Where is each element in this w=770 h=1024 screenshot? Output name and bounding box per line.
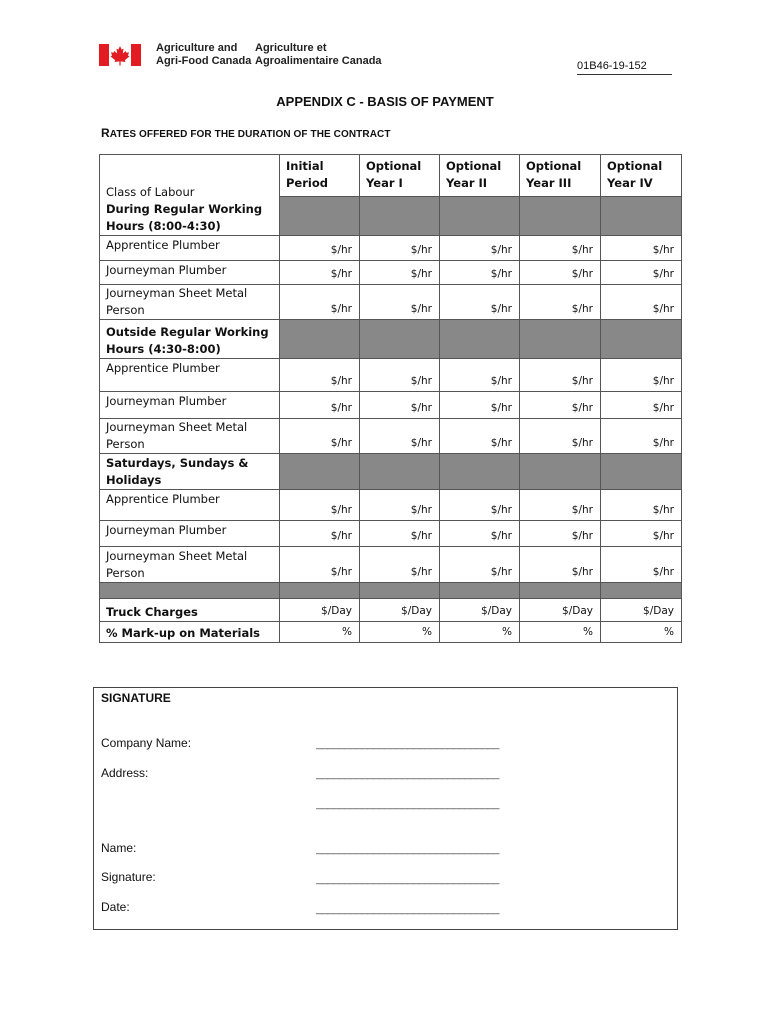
- rate-field[interactable]: $/hr: [520, 285, 601, 320]
- rate-field[interactable]: $/hr: [280, 419, 360, 454]
- rate-field[interactable]: $/hr: [520, 547, 601, 583]
- rate-field[interactable]: $/hr: [520, 490, 601, 521]
- table-header-row: [100, 155, 682, 197]
- section-row: [100, 454, 682, 490]
- shaded-cell: [360, 583, 440, 599]
- col-header-year-1: [360, 155, 440, 197]
- truck-charge-field[interactable]: $/Day: [601, 599, 682, 622]
- shaded-cell: [360, 197, 440, 236]
- rate-field[interactable]: $/hr: [360, 490, 440, 521]
- rate-field[interactable]: $/hr: [440, 359, 520, 392]
- signature-label: Signature:: [101, 870, 156, 884]
- table-row: [100, 490, 682, 521]
- table-row: [100, 521, 682, 547]
- rate-field[interactable]: $/hr: [360, 285, 440, 320]
- shaded-cell: [280, 454, 360, 490]
- company-name-label: Company Name:: [101, 736, 192, 750]
- rate-field[interactable]: $/hr: [280, 236, 360, 261]
- table-row: [100, 547, 682, 583]
- col-header-initial: [280, 155, 360, 197]
- shaded-cell: [601, 583, 682, 599]
- table-row: [100, 236, 682, 261]
- rate-field[interactable]: $/hr: [280, 490, 360, 521]
- table-row-truck-charges: [100, 599, 682, 622]
- rate-field[interactable]: $/hr: [601, 285, 682, 320]
- rate-field[interactable]: $/hr: [520, 392, 601, 419]
- name-label: Name:: [101, 841, 137, 855]
- rate-field[interactable]: $/hr: [360, 521, 440, 547]
- shaded-cell: [440, 454, 520, 490]
- section-subtitle: [101, 126, 391, 140]
- trade-label: Journeyman Plumber: [100, 392, 280, 419]
- department-en-line1: Agriculture and: [156, 42, 238, 54]
- col-header-line: Optional: [526, 159, 582, 173]
- rate-field[interactable]: $/hr: [360, 261, 440, 285]
- shaded-cell: [360, 320, 440, 359]
- shaded-cell: [280, 583, 360, 599]
- shaded-cell: [601, 197, 682, 236]
- rate-field[interactable]: $/hr: [440, 392, 520, 419]
- truck-charges-label: Truck Charges: [100, 599, 280, 622]
- rate-field[interactable]: $/hr: [601, 392, 682, 419]
- truck-charge-field[interactable]: $/Day: [280, 599, 360, 622]
- rate-field[interactable]: $/hr: [360, 236, 440, 261]
- table-row-markup: [100, 622, 682, 643]
- table-row: [100, 359, 682, 392]
- col-header-line: Period: [286, 176, 328, 190]
- rate-field[interactable]: $/hr: [280, 392, 360, 419]
- spacer-row: [100, 583, 682, 599]
- document-id: 01B46-19-152: [577, 60, 647, 72]
- rate-field[interactable]: $/hr: [520, 419, 601, 454]
- rate-field[interactable]: $/hr: [440, 261, 520, 285]
- shaded-cell: [440, 583, 520, 599]
- rate-field[interactable]: $/hr: [601, 547, 682, 583]
- col-header-line: Optional: [607, 159, 663, 173]
- rate-field[interactable]: $/hr: [280, 547, 360, 583]
- shaded-cell: [280, 320, 360, 359]
- department-fr-line1: Agriculture et: [255, 42, 327, 54]
- address-field-line2[interactable]: ________________________________: [316, 798, 499, 810]
- signature-box: [93, 687, 678, 930]
- col-header-line: Year II: [446, 176, 488, 190]
- class-of-labour-label: Class of Labour: [106, 185, 195, 199]
- rate-field[interactable]: $/hr: [440, 547, 520, 583]
- page-header: [99, 42, 672, 74]
- col-header-line: Optional: [366, 159, 422, 173]
- rate-field[interactable]: $/hr: [280, 261, 360, 285]
- shaded-cell: [601, 320, 682, 359]
- shaded-cell: [520, 583, 601, 599]
- rate-field[interactable]: $/hr: [360, 419, 440, 454]
- trade-label: Apprentice Plumber: [100, 236, 280, 261]
- signature-heading: SIGNATURE: [101, 691, 171, 705]
- truck-charge-field[interactable]: $/Day: [520, 599, 601, 622]
- shaded-cell: [440, 320, 520, 359]
- table-row: [100, 392, 682, 419]
- date-label: Date:: [101, 900, 130, 914]
- col-header-line: Initial: [286, 159, 324, 173]
- trade-label: Journeyman Plumber: [100, 521, 280, 547]
- rate-field[interactable]: $/hr: [440, 419, 520, 454]
- rate-field[interactable]: $/hr: [440, 490, 520, 521]
- rate-field[interactable]: $/hr: [601, 261, 682, 285]
- truck-charge-field[interactable]: $/Day: [440, 599, 520, 622]
- rates-table: [99, 154, 682, 643]
- rate-field[interactable]: $/hr: [440, 521, 520, 547]
- rate-field[interactable]: $/hr: [360, 392, 440, 419]
- markup-label: % Mark-up on Materials: [100, 622, 280, 643]
- col-header-year-3: [520, 155, 601, 197]
- rate-field[interactable]: $/hr: [360, 547, 440, 583]
- rate-field[interactable]: $/hr: [280, 521, 360, 547]
- shaded-cell: [360, 454, 440, 490]
- trade-label: Journeyman Sheet Metal Person: [100, 547, 280, 583]
- shaded-cell: [520, 320, 601, 359]
- rate-field[interactable]: $/hr: [520, 236, 601, 261]
- col-header-year-4: [601, 155, 682, 197]
- table-row: [100, 261, 682, 285]
- markup-field[interactable]: %: [520, 622, 601, 643]
- rate-field[interactable]: $/hr: [601, 419, 682, 454]
- shaded-cell: [520, 197, 601, 236]
- trade-label: Apprentice Plumber: [100, 490, 280, 521]
- signature-field[interactable]: ________________________________: [316, 873, 499, 885]
- department-fr-line2: Agroalimentaire Canada: [255, 55, 382, 67]
- rate-field[interactable]: $/hr: [601, 521, 682, 547]
- date-field[interactable]: ________________________________: [316, 903, 499, 915]
- trade-label: Apprentice Plumber: [100, 359, 280, 392]
- subtitle-text: ATES OFFERED FOR THE DURATION OF THE CONTRACT: [109, 129, 391, 140]
- address-label: Address:: [101, 766, 149, 780]
- page-title: APPENDIX C - BASIS OF PAYMENT: [276, 94, 494, 109]
- col-header-line: Year IV: [607, 176, 653, 190]
- section-title-outside-hours: Outside Regular Working Hours (4:30-8:00): [100, 320, 280, 359]
- col-header-year-2: [440, 155, 520, 197]
- shaded-cell: [601, 454, 682, 490]
- col-header-line: Optional: [446, 159, 502, 173]
- truck-charge-field[interactable]: $/Day: [360, 599, 440, 622]
- shaded-cell: [100, 583, 280, 599]
- trade-label: Journeyman Sheet Metal Person: [100, 285, 280, 320]
- header-divider: [577, 74, 672, 75]
- rate-field[interactable]: $/hr: [280, 359, 360, 392]
- rate-field[interactable]: $/hr: [280, 285, 360, 320]
- department-en-line2: Agri-Food Canada: [156, 55, 252, 67]
- rate-field[interactable]: $/hr: [520, 261, 601, 285]
- canada-flag-icon: [99, 44, 141, 66]
- trade-label: Journeyman Sheet Metal Person: [100, 419, 280, 454]
- markup-field[interactable]: %: [280, 622, 360, 643]
- rate-field[interactable]: $/hr: [601, 236, 682, 261]
- trade-label: Journeyman Plumber: [100, 261, 280, 285]
- table-row: [100, 419, 682, 454]
- department-name-french: [255, 42, 382, 68]
- rate-field[interactable]: $/hr: [601, 490, 682, 521]
- markup-field[interactable]: %: [440, 622, 520, 643]
- section-title-weekends-holidays: Saturdays, Sundays & Holidays: [100, 454, 280, 490]
- shaded-cell: [440, 197, 520, 236]
- address-field-line1[interactable]: ________________________________: [316, 768, 499, 780]
- rate-field[interactable]: $/hr: [360, 359, 440, 392]
- subtitle-initial: R: [101, 126, 110, 140]
- rate-field[interactable]: $/hr: [520, 521, 601, 547]
- rate-field[interactable]: $/hr: [440, 285, 520, 320]
- rate-field[interactable]: $/hr: [440, 236, 520, 261]
- col-header-line: Year III: [526, 176, 572, 190]
- name-field[interactable]: ________________________________: [316, 843, 499, 855]
- col-header-line: Year I: [366, 176, 403, 190]
- shaded-cell: [280, 197, 360, 236]
- section-row: [100, 320, 682, 359]
- company-name-field[interactable]: ________________________________: [316, 738, 499, 750]
- class-of-labour-header: [100, 155, 280, 236]
- rate-field[interactable]: $/hr: [601, 359, 682, 392]
- department-name-english: [156, 42, 251, 68]
- markup-field[interactable]: %: [601, 622, 682, 643]
- section-title-regular-hours: During Regular Working Hours (8:00-4:30): [106, 202, 263, 233]
- table-row: [100, 285, 682, 320]
- shaded-cell: [520, 454, 601, 490]
- rate-field[interactable]: $/hr: [520, 359, 601, 392]
- markup-field[interactable]: %: [360, 622, 440, 643]
